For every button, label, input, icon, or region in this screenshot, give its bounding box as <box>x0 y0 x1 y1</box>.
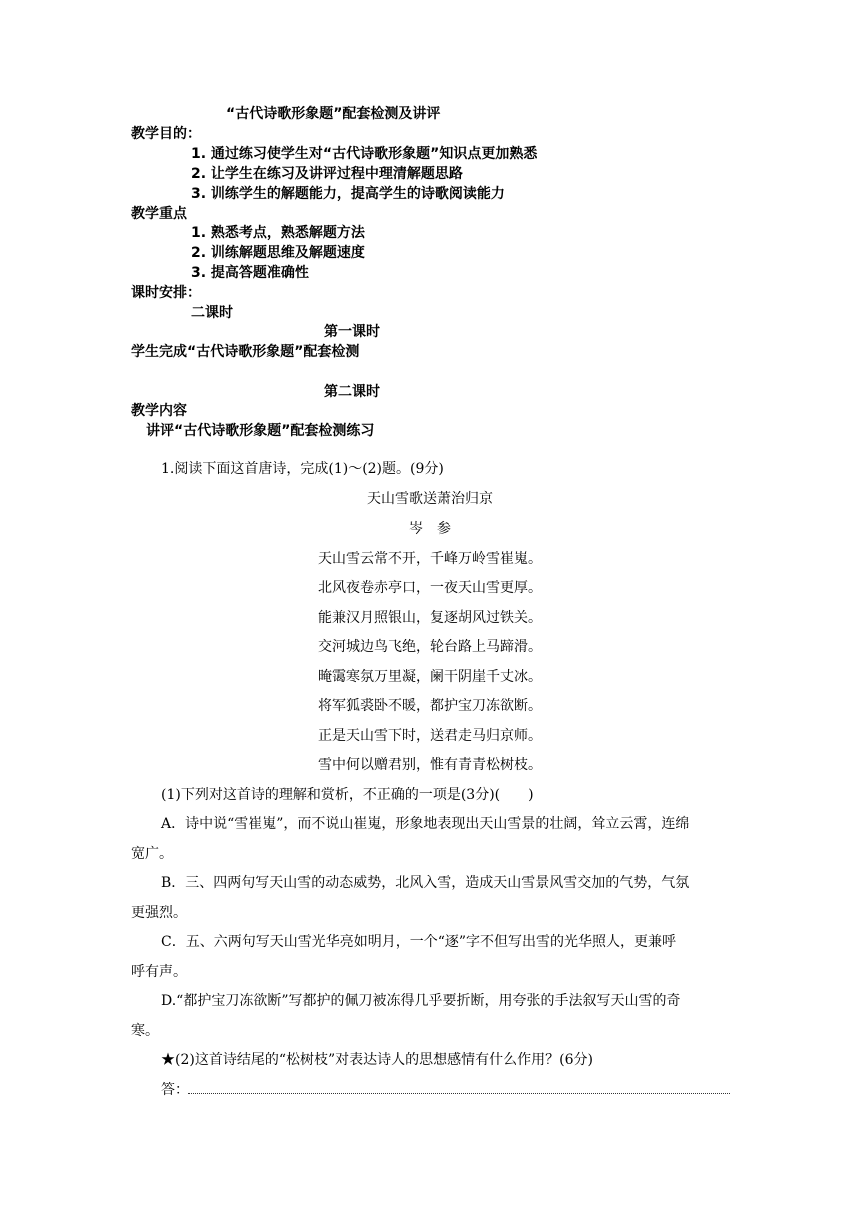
goal-item-2: 2. 让学生在练习及讲评过程中理清解题思路 <box>191 166 463 182</box>
option-a-line-1: A．诗中说“雪崔嵬”，而不说山崔嵬，形象地表现出天山雪景的壮阔，耸立云霄，连绵 <box>161 816 690 832</box>
content-text: 讲评“古代诗歌形象题”配套检测练习 <box>146 423 375 439</box>
poem-line-2: 北风夜卷赤亭口，一夜天山雪更厚。 <box>318 580 542 596</box>
option-d-line-2: 寒。 <box>131 1023 159 1039</box>
option-b-line-2: 更强烈。 <box>131 905 187 921</box>
focus-item-2: 2. 训练解题思维及解题速度 <box>191 245 365 261</box>
focus-label: 教学重点 <box>131 206 187 222</box>
poem-author: 岑 参 <box>409 521 451 537</box>
schedule-label: 课时安排： <box>131 285 201 301</box>
lesson2-title: 第二课时 <box>324 384 380 400</box>
poem-line-5: 晻霭寒氛万里凝，阑干阴崖千丈冰。 <box>318 669 542 685</box>
goal-item-1: 1. 通过练习使学生对“古代诗歌形象题”知识点更加熟悉 <box>191 146 538 162</box>
poem-line-1: 天山雪云常不开，千峰万岭雪崔嵬。 <box>318 551 542 567</box>
question-2-stem: ★(2)这首诗结尾的“松树枝”对表达诗人的思想感情有什么作用？(6分) <box>161 1052 593 1068</box>
content-label: 教学内容 <box>131 403 187 419</box>
question-intro: 1.阅读下面这首唐诗，完成(1)～(2)题。(9分) <box>161 461 444 477</box>
poem-line-7: 正是天山雪下时，送君走马归京师。 <box>318 728 542 744</box>
question-1-stem: (1)下列对这首诗的理解和赏析，不正确的一项是(3分)( ) <box>161 787 534 803</box>
option-a-line-2: 宽广。 <box>131 846 173 862</box>
poem-line-4: 交河城边鸟飞绝，轮台路上马蹄滑。 <box>318 639 542 655</box>
poem-line-8: 雪中何以赠君别，惟有青青松树枝。 <box>318 757 542 773</box>
schedule-value: 二课时 <box>191 305 233 321</box>
focus-item-1: 1. 熟悉考点，熟悉解题方法 <box>191 225 365 241</box>
goal-label: 教学目的： <box>131 126 201 142</box>
option-b-line-1: B．三、四两句写天山雪的动态威势，北风入雪，造成天山雪景风雪交加的气势，气氛 <box>161 875 690 891</box>
lesson1-title: 第一课时 <box>324 324 380 340</box>
option-c-line-2: 呼有声。 <box>131 964 187 980</box>
answer-label: 答： <box>161 1082 189 1098</box>
document-title: “古代诗歌形象题”配套检测及讲评 <box>226 106 441 122</box>
poem-line-6: 将军狐裘卧不暖，都护宝刀冻欲断。 <box>318 698 542 714</box>
goal-item-3: 3. 训练学生的解题能力，提高学生的诗歌阅读能力 <box>191 186 505 202</box>
option-d-line-1: D.“都护宝刀冻欲断”写都护的佩刀被冻得几乎要折断，用夸张的手法叙写天山雪的奇 <box>161 993 681 1009</box>
poem-title: 天山雪歌送萧治归京 <box>367 491 493 507</box>
option-c-line-1: C．五、六两句写天山雪光华亮如明月，一个“逐”字不但写出雪的光华照人，更兼呼 <box>161 934 677 950</box>
focus-item-3: 3. 提高答题准确性 <box>191 265 309 281</box>
answer-line[interactable] <box>188 1093 730 1094</box>
poem-line-3: 能兼汉月照银山，复逐胡风过铁关。 <box>318 610 542 626</box>
lesson1-text: 学生完成“古代诗歌形象题”配套检测 <box>131 344 360 360</box>
